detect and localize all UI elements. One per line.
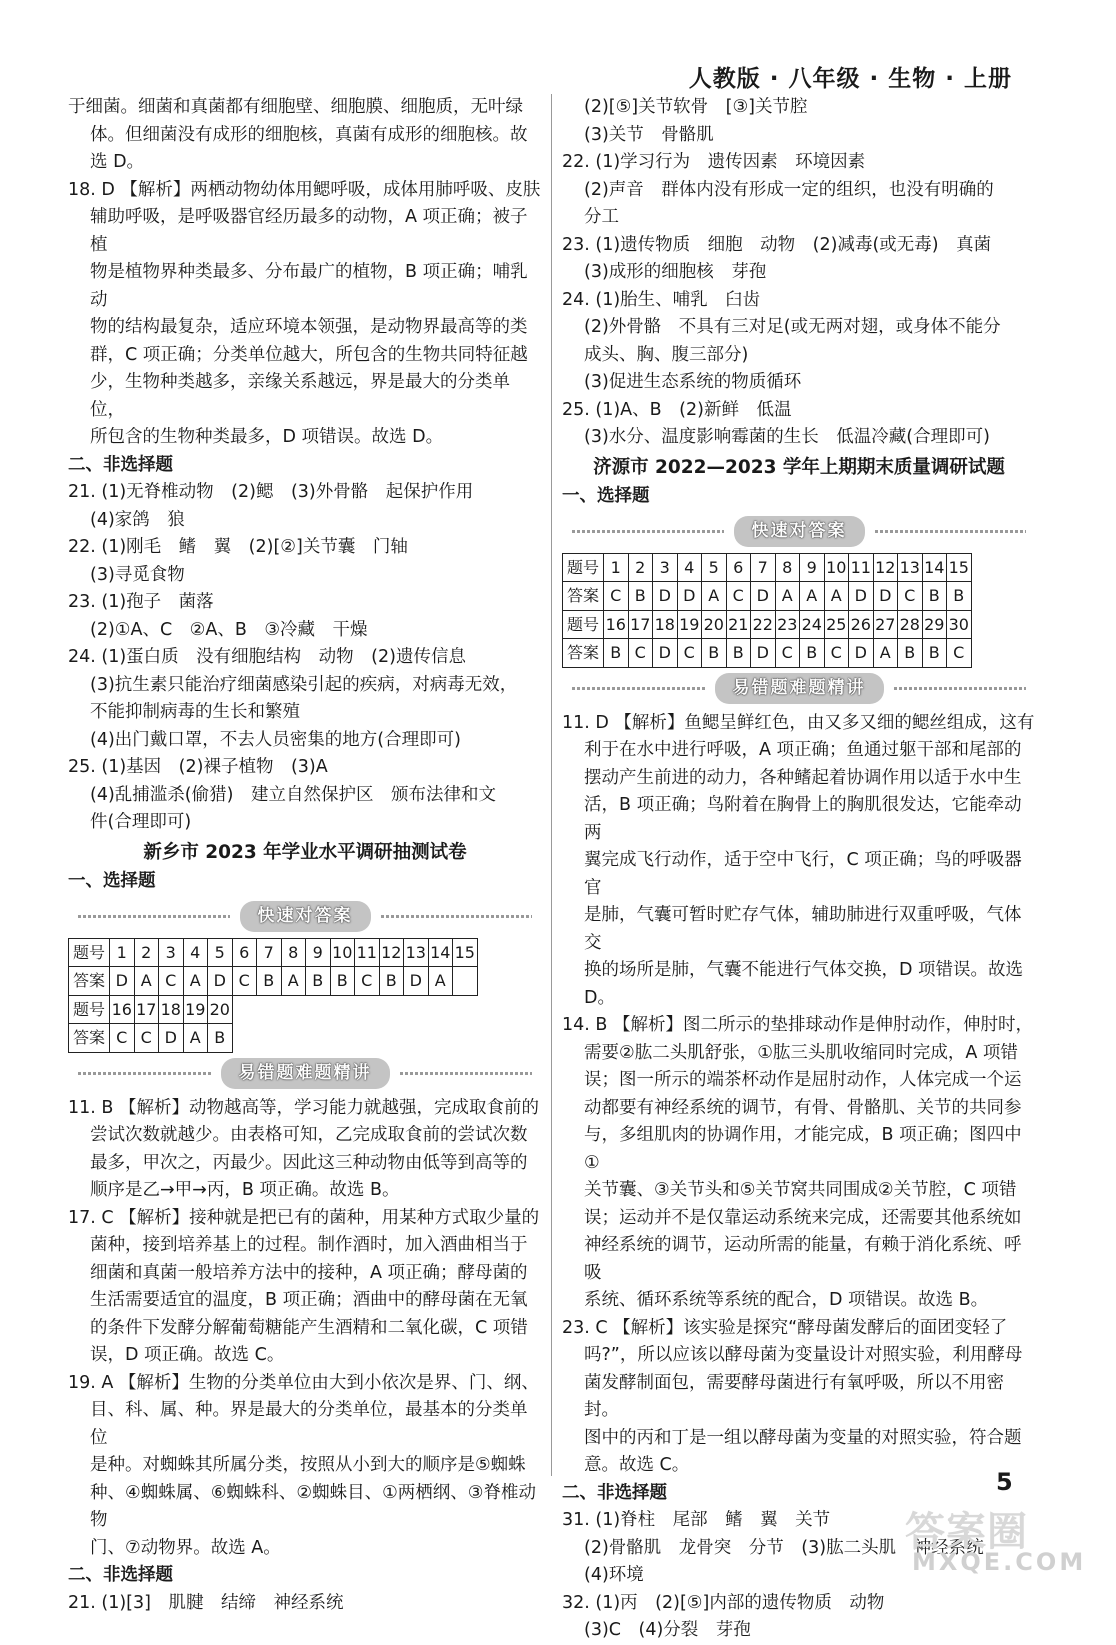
text-line: 翼完成飞行动作，适于空中飞行，C 项正确；鸟的呼吸器官 bbox=[584, 850, 1022, 898]
text-line: 19. A 【解析】生物的分类单位由大到小依次是界、门、纲、 bbox=[68, 1372, 539, 1393]
table-cell: B bbox=[800, 639, 825, 668]
table-cell: D bbox=[110, 967, 135, 996]
text-line: (3)关节 骨骼肌 bbox=[584, 124, 714, 145]
text-line: 误；运动并不是仅靠运动系统来完成，还需要其他系统如 bbox=[584, 1207, 1022, 1228]
text-line: 的条件下发酵分解葡萄糖能产生酒精和二氧化碳，C 项错 bbox=[90, 1317, 528, 1338]
section-heading: 二、非选择题 bbox=[68, 454, 173, 475]
table-cell: 17 bbox=[134, 995, 159, 1024]
table-cell: 17 bbox=[628, 610, 653, 639]
table-cell: C bbox=[134, 1024, 159, 1053]
table-cell: 4 bbox=[183, 938, 208, 967]
table-cell: 20 bbox=[702, 610, 727, 639]
table-cell: A bbox=[800, 582, 825, 611]
table-cell: 9 bbox=[306, 938, 331, 967]
table-cell: 5 bbox=[702, 553, 727, 582]
table-cell: C bbox=[726, 582, 751, 611]
answer-table bbox=[562, 553, 972, 668]
text-line: 少，生物种类越多，亲缘关系越远，界是最大的分类单位， bbox=[90, 372, 510, 420]
table-cell: D bbox=[849, 639, 874, 668]
text-line: 细菌和真菌一般培养方法中的接种，A 项正确；酵母菌的 bbox=[90, 1262, 528, 1283]
table-cell: 13 bbox=[898, 553, 923, 582]
table-cell: 8 bbox=[775, 553, 800, 582]
table-cell: D bbox=[208, 967, 233, 996]
column-divider bbox=[551, 94, 552, 1476]
table-cell: 1 bbox=[110, 938, 135, 967]
table-cell: 30 bbox=[947, 610, 972, 639]
table-cell: D bbox=[677, 582, 702, 611]
text-line: 21. (1)无脊椎动物 (2)鳃 (3)外骨骼 起保护作用 bbox=[68, 482, 474, 502]
text-line: 于细菌。细菌和真菌都有细胞壁、细胞膜、细胞质，无叶绿 bbox=[68, 97, 523, 117]
text-line: 22. (1)学习行为 遗传因素 环境因素 bbox=[562, 152, 866, 172]
row-header: 答案 bbox=[69, 1024, 110, 1053]
table-cell: 18 bbox=[159, 995, 184, 1024]
hard-question-banner bbox=[68, 1057, 542, 1091]
table-cell: C bbox=[898, 582, 923, 611]
text-line: 17. C 【解析】接种就是把已有的菌种，用某种方式取少量的 bbox=[68, 1207, 540, 1228]
table-cell: 6 bbox=[726, 553, 751, 582]
quick-answer-banner bbox=[68, 900, 542, 934]
text-line: (2)声音 群体内没有形成一定的组织，也没有明确的 bbox=[584, 179, 994, 200]
text-line: (4)乱捕滥杀(偷猎) 建立自然保护区 颁布法律和文 bbox=[90, 784, 496, 805]
text-line: 22. (1)刚毛 鳍 翼 (2)[②]关节囊 门轴 bbox=[68, 537, 408, 557]
table-cell: B bbox=[379, 967, 404, 996]
table-cell: B bbox=[208, 1024, 233, 1053]
table-cell: 8 bbox=[281, 938, 306, 967]
text-line: 物的结构最复杂，适应环境本领强，是动物界最高等的类 bbox=[90, 317, 528, 337]
text-line: 系统、循环系统等系统的配合，D 项错误。故选 B。 bbox=[584, 1290, 989, 1310]
text-line: 31. (1)脊柱 尾部 鳍 翼 关节 bbox=[562, 1510, 831, 1530]
table-cell: 15 bbox=[947, 553, 972, 582]
text-line: 14. B 【解析】图二所示的垫排球动作是伸肘动作，伸肘时， bbox=[562, 1015, 1033, 1035]
text-line: (4)出门戴口罩，不去人员密集的地方(合理即可) bbox=[90, 729, 461, 750]
text-line: 32. (1)丙 (2)[⑤]内部的遗传物质 动物 bbox=[562, 1592, 885, 1613]
text-line: 利于在水中进行呼吸，A 项正确；鱼通过躯干部和尾部的 bbox=[584, 740, 1022, 760]
right-column bbox=[562, 94, 1036, 1645]
table-cell: A bbox=[873, 639, 898, 668]
table-cell: 29 bbox=[922, 610, 947, 639]
text-line: 21. (1)[3] 肌腱 结缔 神经系统 bbox=[68, 1592, 344, 1613]
text-line: 25. (1)基因 (2)裸子植物 (3)A bbox=[68, 757, 328, 777]
section-heading: 一、选择题 bbox=[68, 871, 156, 891]
table-cell: D bbox=[751, 582, 776, 611]
exam-title: 济源市 2022—2023 学年上期期末质量调研试题 bbox=[593, 456, 1005, 478]
table-cell: B bbox=[330, 967, 355, 996]
table-cell: B bbox=[922, 582, 947, 611]
text-line: 选 D。 bbox=[90, 152, 145, 172]
table-cell: 10 bbox=[824, 553, 849, 582]
table-cell bbox=[453, 967, 478, 996]
table-cell: C bbox=[677, 639, 702, 668]
table-cell: 12 bbox=[379, 938, 404, 967]
table-cell: C bbox=[355, 967, 380, 996]
text-line: 活，B 项正确；鸟附着在胸骨上的胸肌很发达，它能牵动两 bbox=[584, 795, 1022, 843]
table-cell: B bbox=[947, 582, 972, 611]
table-cell: 19 bbox=[183, 995, 208, 1024]
table-cell: A bbox=[183, 1024, 208, 1053]
row-header: 答案 bbox=[69, 967, 110, 996]
text-line: 误，D 项正确。故选 C。 bbox=[90, 1345, 285, 1365]
table-cell: 14 bbox=[922, 553, 947, 582]
table-cell: 16 bbox=[604, 610, 629, 639]
text-line: 生活需要适宜的温度，B 项正确；酒曲中的酵母菌在无氧 bbox=[90, 1290, 528, 1310]
text-line: 成头、胸、腹三部分) bbox=[584, 344, 749, 365]
table-cell: A bbox=[702, 582, 727, 611]
text-line: 是种。对蜘蛛其所属分类，按照从小到大的顺序是⑤蜘蛛 bbox=[90, 1455, 526, 1475]
banner-label: 易错题难题精讲 bbox=[715, 673, 884, 705]
table-cell: 21 bbox=[726, 610, 751, 639]
table-cell: C bbox=[947, 639, 972, 668]
table-cell: A bbox=[134, 967, 159, 996]
table-cell: 26 bbox=[849, 610, 874, 639]
table-cell: 18 bbox=[653, 610, 678, 639]
table-cell: D bbox=[873, 582, 898, 611]
table-cell: 28 bbox=[898, 610, 923, 639]
table-cell: 19 bbox=[677, 610, 702, 639]
table-cell: D bbox=[849, 582, 874, 611]
table-cell: B bbox=[922, 639, 947, 668]
table-cell: C bbox=[232, 967, 257, 996]
text-line: 24. (1)蛋白质 没有细胞结构 动物 (2)遗传信息 bbox=[68, 647, 466, 667]
section-heading: 二、非选择题 bbox=[68, 1565, 173, 1585]
text-line: 24. (1)胎生、哺乳 臼齿 bbox=[562, 289, 761, 310]
text-line: 门、⑦动物界。故选 A。 bbox=[90, 1537, 281, 1558]
table-row bbox=[69, 967, 478, 996]
text-line: 神经系统的调节，运动所需的能量，有赖于消化系统、呼吸 bbox=[584, 1235, 1022, 1283]
row-header: 题号 bbox=[69, 995, 110, 1024]
table-cell: B bbox=[257, 967, 282, 996]
exam-title: 新乡市 2023 年学业水平调研抽测试卷 bbox=[143, 841, 467, 863]
table-cell: 4 bbox=[677, 553, 702, 582]
table-row bbox=[563, 553, 972, 582]
table-cell: 24 bbox=[800, 610, 825, 639]
table-cell: 1 bbox=[604, 553, 629, 582]
text-line: 摆动产生前进的动力，各种鳍起着协调作用以适于水中生 bbox=[584, 767, 1022, 788]
text-line: 尝试次数就越少。由表格可知，乙完成取食前的尝试次数 bbox=[90, 1125, 528, 1145]
text-line: (3)促进生态系统的物质循环 bbox=[584, 372, 802, 392]
table-row bbox=[563, 582, 972, 611]
text-line: (3)寻觅食物 bbox=[90, 564, 185, 585]
table-row bbox=[69, 938, 478, 967]
watermark-logo: 答案圈 bbox=[905, 1509, 1028, 1555]
text-line: 11. D 【解析】鱼鳃呈鲜红色，由又多又细的鳃丝组成，这有 bbox=[562, 712, 1035, 733]
text-line: 23. (1)遗传物质 细胞 动物 (2)减毒(或无毒) 真菌 bbox=[562, 234, 992, 255]
text-line: 菌种，接到培养基上的过程。制作酒时，加入酒曲相当于 bbox=[90, 1235, 528, 1255]
text-line: (4)家鸽 狼 bbox=[90, 509, 185, 530]
text-line: 顺序是乙→甲→丙，B 项正确。故选 B。 bbox=[90, 1180, 400, 1200]
table-cell: 13 bbox=[404, 938, 429, 967]
table-cell: D bbox=[653, 582, 678, 611]
text-line: 23. C 【解析】该实验是探究“酵母菌发酵后的面团变轻了 bbox=[562, 1317, 1008, 1338]
table-cell: 3 bbox=[159, 938, 184, 967]
text-line: 11. B 【解析】动物越高等，学习能力就越强，完成取食前的 bbox=[68, 1097, 539, 1118]
text-line: (2)[⑤]关节软骨 [③]关节腔 bbox=[584, 97, 808, 117]
text-line: (2)骨骼肌 龙骨突 分节 (3)肱二头肌 神经系统 bbox=[584, 1537, 984, 1558]
text-line: 18. D 【解析】两栖动物幼体用鳃呼吸，成体用肺呼吸、皮肤 bbox=[68, 179, 541, 200]
banner-label: 快速对答案 bbox=[734, 516, 865, 548]
text-line: (2)①A、C ②A、B ③冷藏 干燥 bbox=[90, 619, 368, 640]
table-cell: 20 bbox=[208, 995, 233, 1024]
watermark-url: MXQE.COM bbox=[912, 1548, 1087, 1576]
text-line: (3)水分、温度影响霉菌的生长 低温冷藏(合理即可) bbox=[584, 427, 990, 447]
table-cell: 6 bbox=[232, 938, 257, 967]
text-line: (3)成形的细胞核 芽孢 bbox=[584, 262, 767, 282]
text-line: 需要②肱二头肌舒张，①肱三头肌收缩同时完成，A 项错 bbox=[584, 1042, 1018, 1063]
page-header: 人教版 · 八年级 · 生物 · 上册 bbox=[688, 66, 1012, 92]
table-cell: 15 bbox=[453, 938, 478, 967]
text-line: 不能抑制病毒的生长和繁殖 bbox=[90, 702, 300, 722]
table-cell: D bbox=[404, 967, 429, 996]
row-header: 题号 bbox=[563, 610, 604, 639]
text-line: 件(合理即可) bbox=[90, 812, 192, 832]
table-cell: B bbox=[628, 582, 653, 611]
table-cell: B bbox=[898, 639, 923, 668]
quick-answer-banner bbox=[562, 515, 1036, 549]
section-heading: 一、选择题 bbox=[562, 486, 650, 506]
table-cell: 25 bbox=[824, 610, 849, 639]
table-row bbox=[563, 639, 972, 668]
text-line: 25. (1)A、B (2)新鲜 低温 bbox=[562, 399, 792, 420]
text-line: (3)抗生素只能治疗细菌感染引起的疾病，对病毒无效， bbox=[90, 674, 518, 695]
table-cell: C bbox=[604, 582, 629, 611]
text-line: 意。故选 C。 bbox=[584, 1455, 690, 1475]
row-header: 答案 bbox=[563, 639, 604, 668]
text-line: 关节囊、③关节头和⑤关节窝共同围成②关节腔，C 项错 bbox=[584, 1180, 1017, 1200]
text-line: 所包含的生物种类最多，D 项错误。故选 D。 bbox=[90, 427, 444, 447]
table-cell: A bbox=[281, 967, 306, 996]
table-cell: 9 bbox=[800, 553, 825, 582]
text-line: 群，C 项正确；分类单位越大，所包含的生物共同特征越 bbox=[90, 344, 528, 365]
table-cell: 7 bbox=[257, 938, 282, 967]
table-cell: 5 bbox=[208, 938, 233, 967]
table-cell: D bbox=[159, 1024, 184, 1053]
table-cell: C bbox=[110, 1024, 135, 1053]
text-line: 误；图一所示的端茶杯动作是屈肘动作，人体完成一个运 bbox=[584, 1070, 1022, 1090]
text-line: 物是植物界种类最多、分布最广的植物，B 项正确；哺乳动 bbox=[90, 262, 528, 310]
table-cell: B bbox=[604, 639, 629, 668]
text-line: 最多，甲次之，丙最少。因此这三种动物由低等到高等的 bbox=[90, 1152, 528, 1173]
text-line: 辅助呼吸，是呼吸器官经历最多的动物，A 项正确；被子植 bbox=[90, 207, 528, 255]
table-cell: D bbox=[653, 639, 678, 668]
table-cell: B bbox=[726, 639, 751, 668]
text-line: 吗?”，所以应该以酵母菌为变量设计对照实验，利用酵母 bbox=[584, 1345, 1023, 1365]
table-cell: 27 bbox=[873, 610, 898, 639]
table-cell: C bbox=[824, 639, 849, 668]
table-cell: A bbox=[428, 967, 453, 996]
table-cell: 12 bbox=[873, 553, 898, 582]
text-line: D。 bbox=[584, 987, 615, 1008]
text-line: 动都要有神经系统的调节，有骨、骨骼肌、关节的共同参 bbox=[584, 1097, 1022, 1118]
row-header: 答案 bbox=[563, 582, 604, 611]
answer-table bbox=[68, 938, 478, 1053]
text-line: 种、④蜘蛛属、⑥蜘蛛科、②蜘蛛目、①两栖纲、③脊椎动物 bbox=[90, 1482, 536, 1530]
table-cell: 14 bbox=[428, 938, 453, 967]
table-row bbox=[563, 610, 972, 639]
banner-label: 易错题难题精讲 bbox=[221, 1058, 390, 1090]
text-line: 分工 bbox=[584, 207, 619, 227]
row-header: 题号 bbox=[563, 553, 604, 582]
text-line: 与，多组肌肉的协调作用，才能完成，B 项正确；图四中① bbox=[584, 1125, 1022, 1173]
page-number: 5 bbox=[996, 1468, 1013, 1496]
table-cell: B bbox=[702, 639, 727, 668]
text-line: 是肺，气囊可暂时贮存气体，辅助肺进行双重呼吸，气体交 bbox=[584, 905, 1022, 953]
table-cell: B bbox=[306, 967, 331, 996]
row-header: 题号 bbox=[69, 938, 110, 967]
table-cell: C bbox=[628, 639, 653, 668]
left-column bbox=[68, 94, 542, 1617]
text-line: 目、科、属、种。界是最大的分类单位，最基本的分类单位 bbox=[90, 1400, 528, 1448]
table-row bbox=[69, 1024, 478, 1053]
text-line: (4)环境 bbox=[584, 1565, 644, 1585]
table-cell: 7 bbox=[751, 553, 776, 582]
table-cell: 23 bbox=[775, 610, 800, 639]
table-cell: C bbox=[159, 967, 184, 996]
text-line: (2)外骨骼 不具有三对足(或无两对翅，或身体不能分 bbox=[584, 317, 1001, 337]
text-line: 23. (1)孢子 菌落 bbox=[68, 592, 214, 612]
hard-question-banner bbox=[562, 672, 1036, 706]
table-cell: 11 bbox=[849, 553, 874, 582]
table-cell: D bbox=[751, 639, 776, 668]
banner-label: 快速对答案 bbox=[240, 901, 371, 933]
section-heading: 二、非选择题 bbox=[562, 1482, 667, 1503]
text-line: 换的场所是肺，气囊不能进行气体交换，D 项错误。故选 bbox=[584, 960, 1024, 980]
text-line: (3)C (4)分裂 芽孢 bbox=[584, 1620, 751, 1640]
text-line: 菌发酵制面包，需要酵母菌进行有氧呼吸，所以不用密封。 bbox=[584, 1372, 1004, 1420]
table-cell: 2 bbox=[628, 553, 653, 582]
table-cell: A bbox=[183, 967, 208, 996]
table-cell: 10 bbox=[330, 938, 355, 967]
table-cell: C bbox=[775, 639, 800, 668]
table-cell: A bbox=[824, 582, 849, 611]
table-cell: 16 bbox=[110, 995, 135, 1024]
text-line: 体。但细菌没有成形的细胞核，真菌有成形的细胞核。故 bbox=[90, 124, 528, 145]
table-cell: A bbox=[775, 582, 800, 611]
table-cell: 2 bbox=[134, 938, 159, 967]
table-cell: 3 bbox=[653, 553, 678, 582]
table-row bbox=[69, 995, 478, 1024]
table-cell: 11 bbox=[355, 938, 380, 967]
text-line: 图中的丙和丁是一组以酵母菌为变量的对照实验，符合题 bbox=[584, 1427, 1022, 1448]
table-cell: 22 bbox=[751, 610, 776, 639]
